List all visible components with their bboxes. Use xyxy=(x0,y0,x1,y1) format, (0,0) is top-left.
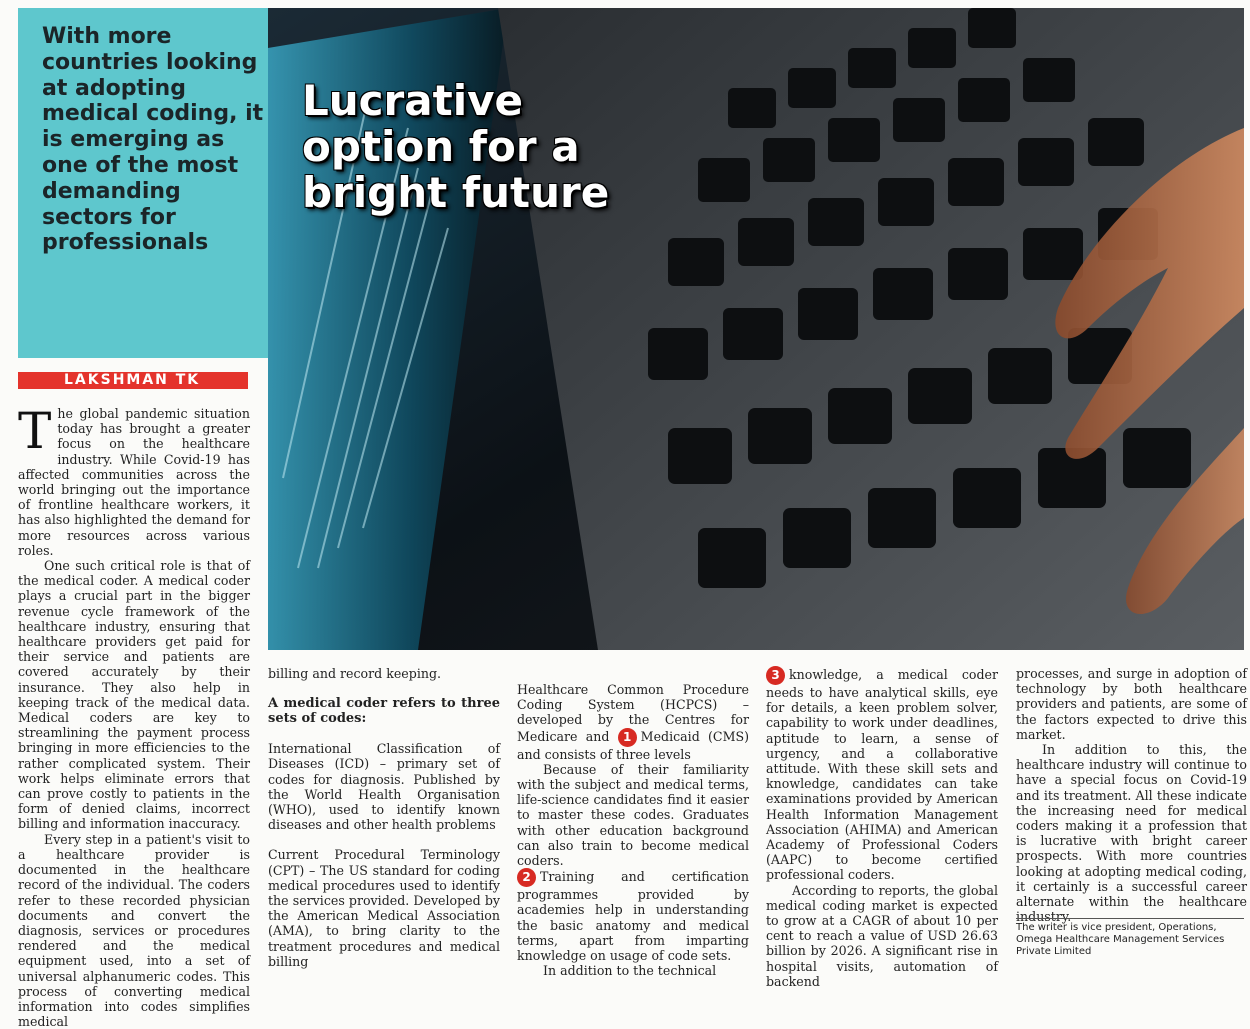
article-paragraph: Current Procedural Terminology (CPT) – The US standard for coding medical procedures used to identify the services provided. Developed by the American Medical Association (AMA), to bring clarity to the treatment procedures and medical billing xyxy=(268,847,500,969)
article-column-1 xyxy=(18,402,250,1029)
byline: LAKSHMAN TK xyxy=(18,372,248,389)
standfirst-text: With more countries looking at adopting medical coding, it is emerging as one of the most demanding sectors for professionals xyxy=(42,24,264,256)
article-paragraph: processes, and surge in adoption of technology by both healthcare providers and patients, are some of the factors expected to drive this market. xyxy=(1016,666,1247,742)
subheading: A medical coder refers to three sets of codes: xyxy=(268,696,500,727)
article-column-3 xyxy=(517,682,749,978)
headline-line: option for a xyxy=(302,122,580,171)
article-paragraph: According to reports, the global medical coding market is expected to grow at a CAGR of about 10 per cent to reach a value of USD 26.63 billion by 2026. A significant rise in hospital visits, automation of backend xyxy=(766,882,998,989)
number-badge: 3 xyxy=(766,666,785,685)
article-paragraph: In addition to the technical xyxy=(543,963,717,979)
article-column-5 xyxy=(1016,666,1247,924)
headline xyxy=(302,78,632,216)
article-column-2 xyxy=(268,666,500,969)
article-paragraph: Every step in a patient's visit to a healthcare provider is documented in the healthcare record of the individual. The coders refer to these recorded physician documents and convert the diagnosis, services or procedures rendered and the medical equipment used, into a set of universal alphanumeric codes. This process of converting medical information into codes simplifies medical xyxy=(18,831,250,1029)
article-column-4 xyxy=(766,666,998,989)
drop-cap: T xyxy=(18,402,52,460)
article-paragraph: Healthcare Common Procedure Coding System (HCPCS) – developed by the Centres for Medicare and 1 Medicaid (CMS) and consists of three levels xyxy=(517,682,749,762)
article-paragraph: In addition to this, the healthcare industry will continue to have a special focus on Covid-19 and its treatment. All these indicate the increasing need for medical coders making it a profession that is lucrative with bright career prospects. With more countries looking at adopting medical coding, it certainly is a successful career alternate within the healthcare industry. xyxy=(1016,742,1247,925)
author-footnote: The writer is vice president, Operations, Omega Healthcare Management Services Private Limited xyxy=(1016,918,1244,958)
headline-line: Lucrative xyxy=(302,76,523,125)
article-paragraph: billing and record keeping. xyxy=(268,666,442,681)
number-badge: 2 xyxy=(517,868,536,887)
article-paragraph: 2 Training and certification programmes provided by academies help in understanding the basic anatomy and medical terms, apart from imparting knowledge on usage of code sets. xyxy=(517,869,749,964)
article-paragraph: 3 knowledge, a medical coder needs to have analytical skills, eye for details, a keen problem solver, capability to work under deadlines, aptitude to learn, a sense of urgency, and a collaborative attitude. With these skill sets and knowledge, candidates can take examinations provided by American Health Information Management Association (AHIMA) and American Academy of Professional Coders (AAPC) to become certified professional coders. xyxy=(766,667,998,883)
number-badge: 1 xyxy=(618,728,637,747)
article-paragraph: The global pandemic situation today has brought a greater focus on the healthcare industry. While Covid-19 has affected communities across the world bringing out the importance of frontline healthcare workers, it has also highlighted the demand for more resources across various roles. xyxy=(18,402,250,558)
article-paragraph: One such critical role is that of the medical coder. A medical coder plays a crucial part in the bigger revenue cycle framework of the healthcare industry, ensuring that healthcare providers get paid for their service and patients are covered accurately by their insurance. They also help in keeping track of the medical data. Medical coders are key to streamlining the payment process bringing in more efficiencies to the rather complicated system. Their work helps eliminate errors that can prove costly to patients in the form of denied claims, incorrect billing and information inaccuracy. xyxy=(18,558,250,832)
article-paragraph: Because of their familiarity with the subject and medical terms, life-science candidates find it easier to master these codes. Graduates with other education background can also train to become medical coders. xyxy=(517,761,749,869)
headline-line: bright future xyxy=(302,168,610,217)
article-paragraph: International Classification of Diseases (ICD) – primary set of codes for diagnosis. Published by the World Health Organisation (WHO), used to identify known diseases and other health problems xyxy=(268,741,500,833)
